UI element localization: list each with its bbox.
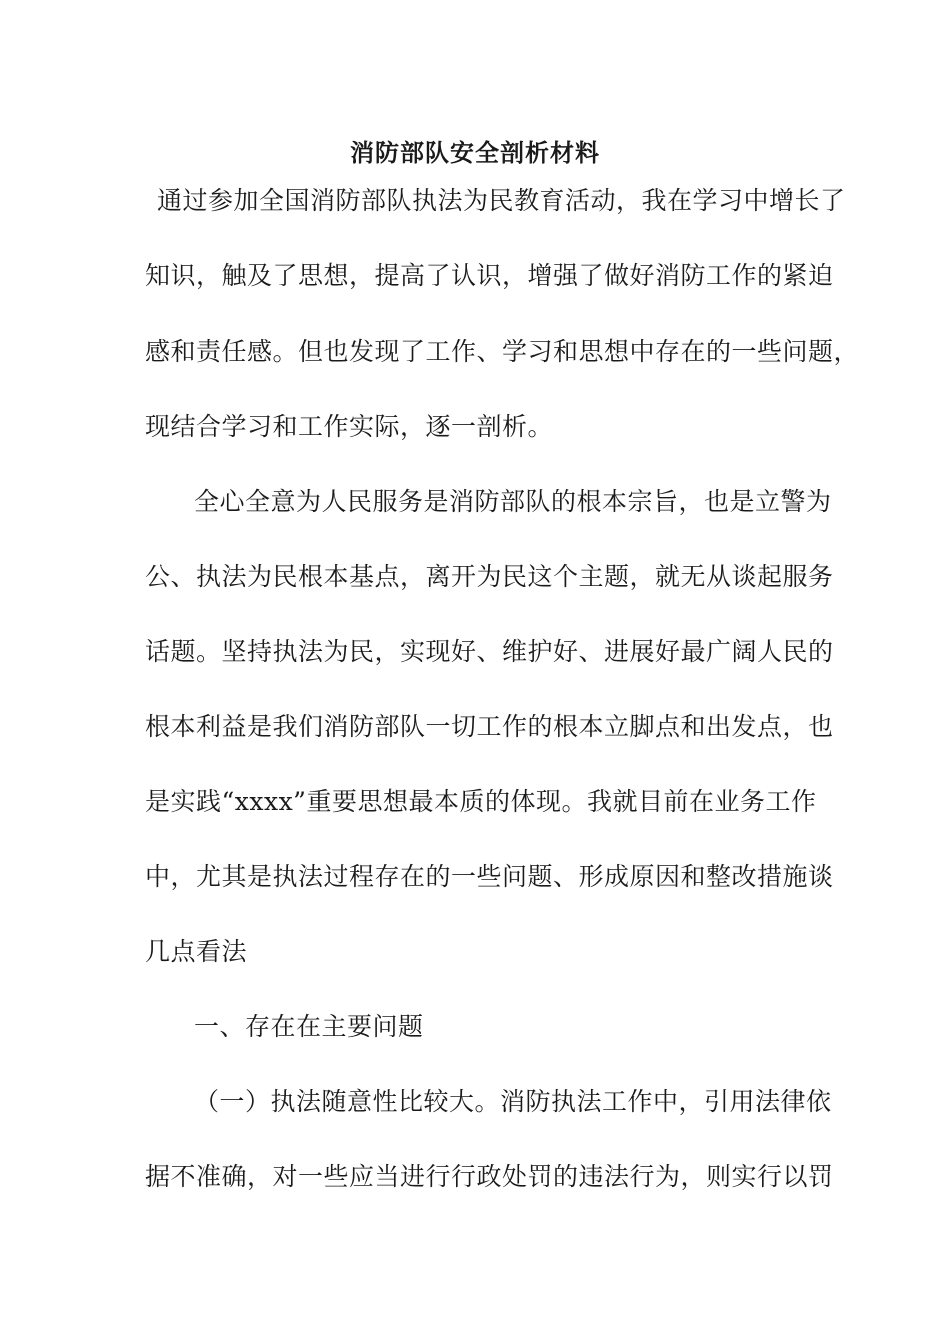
- paragraph-line-14: 据不准确，对一些应当进行行政处罚的违法行为，则实行以罚: [145, 1162, 834, 1191]
- paragraph-line-7: 话题。坚持执法为民，实现好、维护好、进展好最广阔人民的: [145, 637, 834, 666]
- paragraph-line-13: （一）执法随意性比较大。消防执法工作中，引用法律依: [194, 1087, 832, 1116]
- paragraph-line-10: 中，尤其是执法过程存在的一些问题、形成原因和整改措施谈: [145, 862, 834, 891]
- paragraph-line-8: 根本利益是我们消防部队一切工作的根本立脚点和出发点，也: [145, 712, 834, 741]
- paragraph-line-11: 几点看法: [145, 937, 248, 966]
- paragraph-line-5: 全心全意为人民服务是消防部队的根本宗旨，也是立警为: [194, 487, 832, 516]
- paragraph-line-3: 感和责任感。但也发现了工作、学习和思想中存在的一些问题，: [145, 337, 860, 366]
- paragraph-line-6: 公、执法为民根本基点，离开为民这个主题，就无从谈起服务: [145, 562, 834, 591]
- document-title: 消防部队安全剖析材料: [350, 138, 600, 167]
- paragraph-line-9: 是实践“xxxx”重要思想最本质的体现。我就目前在业务工作: [145, 787, 817, 816]
- paragraph-line-2: 知识，触及了思想，提高了认识，增强了做好消防工作的紧迫: [145, 261, 834, 290]
- paragraph-line-4: 现结合学习和工作实际，逐一剖析。: [145, 412, 554, 441]
- paragraph-line-1: 通过参加全国消防部队执法为民教育活动，我在学习中增长了: [157, 186, 846, 215]
- section-heading: 一、存在在主要问题: [194, 1012, 424, 1041]
